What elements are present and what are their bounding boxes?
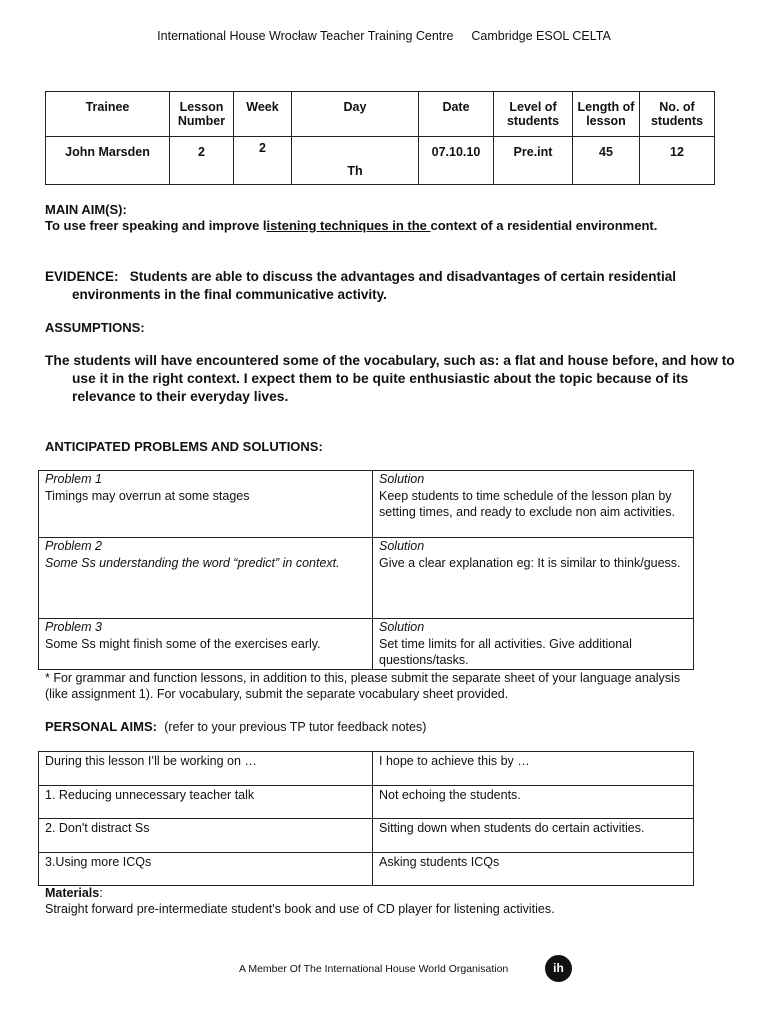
problems-heading: ANTICIPATED PROBLEMS AND SOLUTIONS: <box>45 439 323 454</box>
main-aims-text-underlined: istening techniques in the <box>266 218 431 233</box>
header-cell-week: Week <box>234 92 292 137</box>
solution-label: Solution <box>379 620 425 634</box>
header-cell-date: Date <box>419 92 494 137</box>
header-cell-level: Level of students <box>494 92 573 137</box>
problem-label: Problem 1 <box>45 472 102 486</box>
method-cell: Sitting down when students do certain activities. <box>373 819 694 853</box>
page-header <box>0 29 768 43</box>
problems-solutions-table <box>38 470 694 670</box>
main-aims-text <box>45 218 657 233</box>
problem-text: Some Ss might finish some of the exercises early. <box>45 636 321 651</box>
header-cell-length: Length of lesson <box>573 92 640 137</box>
value-level: Pre.int <box>494 137 573 185</box>
solution-text: Set time limits for all activities. Give additional questions/tasks. <box>379 636 632 667</box>
value-week: 2 <box>234 137 292 185</box>
aim-cell: 3.Using more ICQs <box>39 852 373 886</box>
aim-cell: 2. Don't distract Ss <box>39 819 373 853</box>
problem-cell <box>39 538 373 619</box>
personal-aims-row <box>39 752 694 786</box>
solution-label: Solution <box>379 539 425 553</box>
main-aims-text-end: context of a residential environment. <box>430 218 658 233</box>
header-cell-day: Day <box>292 92 419 137</box>
assumptions-heading: ASSUMPTIONS: <box>45 320 145 335</box>
personal-aims-table <box>38 751 694 886</box>
lesson-info-value-row <box>46 137 715 185</box>
problem-row <box>39 538 694 619</box>
main-aims-heading: MAIN AIM(S): <box>45 202 127 217</box>
personal-aims-header <box>45 719 426 734</box>
header-cell-student-count: No. of students <box>640 92 715 137</box>
personal-aims-row <box>39 852 694 886</box>
materials-colon: : <box>99 886 103 900</box>
solution-text: Give a clear explanation eg: It is similar to think/guess. <box>379 555 681 570</box>
method-cell: Not echoing the students. <box>373 785 694 819</box>
header-org: International House Wrocław Teacher Training Centre <box>157 29 454 43</box>
solution-label: Solution <box>379 472 425 486</box>
aim-cell: 1. Reducing unnecessary teacher talk <box>39 785 373 819</box>
solution-cell <box>373 471 694 538</box>
materials-text: Straight forward pre-intermediate student's book and use of CD player for listening activities. <box>45 902 555 916</box>
problem-cell <box>39 471 373 538</box>
solution-text: Keep students to time schedule of the lesson plan by setting times, and ready to exclude non aim activities. <box>379 488 675 519</box>
value-date: 07.10.10 <box>419 137 494 185</box>
main-aims-text-start: To use freer speaking and improve l <box>45 218 267 233</box>
problem-text: Timings may overrun at some stages <box>45 488 250 503</box>
header-course: Cambridge ESOL CELTA <box>471 29 611 43</box>
assumptions-text: The students will have encountered some of the vocabulary, such as: a flat and house before, and how to use it in the right context. I expect them to be quite enthusiastic about the topic because of its relevance to their everyday lives. <box>45 353 735 404</box>
ih-logo-icon: ih <box>545 955 572 982</box>
personal-aims-subheading: (refer to your previous TP tutor feedback notes) <box>164 720 427 734</box>
main-aims-section <box>45 202 657 233</box>
materials-section <box>45 885 555 917</box>
value-length: 45 <box>573 137 640 185</box>
problem-row <box>39 619 694 670</box>
problem-cell <box>39 619 373 670</box>
value-day: Th <box>292 137 419 185</box>
header-cell-trainee: Trainee <box>46 92 170 137</box>
personal-aims-heading: PERSONAL AIMS: <box>45 719 157 734</box>
lesson-info-table <box>45 91 715 185</box>
method-cell: I hope to achieve this by … <box>373 752 694 786</box>
footer-text: A Member Of The International House World Organisation <box>239 963 509 975</box>
problem-label: Problem 2 <box>45 539 102 553</box>
value-trainee: John Marsden <box>46 137 170 185</box>
evidence-section <box>45 268 705 304</box>
lesson-info-header-row <box>46 92 715 137</box>
aim-cell: During this lesson I’ll be working on … <box>39 752 373 786</box>
materials-label: Materials <box>45 886 100 900</box>
evidence-text: Students are able to discuss the advantages and disadvantages of certain residential environments in the final communicative activity. <box>72 269 676 302</box>
problem-text: Some Ss understanding the word “predict” in context. <box>45 555 340 570</box>
method-cell: Asking students ICQs <box>373 852 694 886</box>
problem-row <box>39 471 694 538</box>
personal-aims-row <box>39 785 694 819</box>
solution-cell <box>373 538 694 619</box>
value-lesson-number: 2 <box>170 137 234 185</box>
submission-note: * For grammar and function lessons, in addition to this, please submit the separate sheet of your language analysis (like assignment 1). For vocabulary, submit the separate vocabulary sheet provided. <box>45 671 681 701</box>
materials-label-line <box>45 885 555 901</box>
problem-label: Problem 3 <box>45 620 102 634</box>
header-cell-lesson-number: Lesson Number <box>170 92 234 137</box>
value-student-count: 12 <box>640 137 715 185</box>
personal-aims-row <box>39 819 694 853</box>
evidence-label: EVIDENCE: <box>45 269 119 284</box>
solution-cell <box>373 619 694 670</box>
